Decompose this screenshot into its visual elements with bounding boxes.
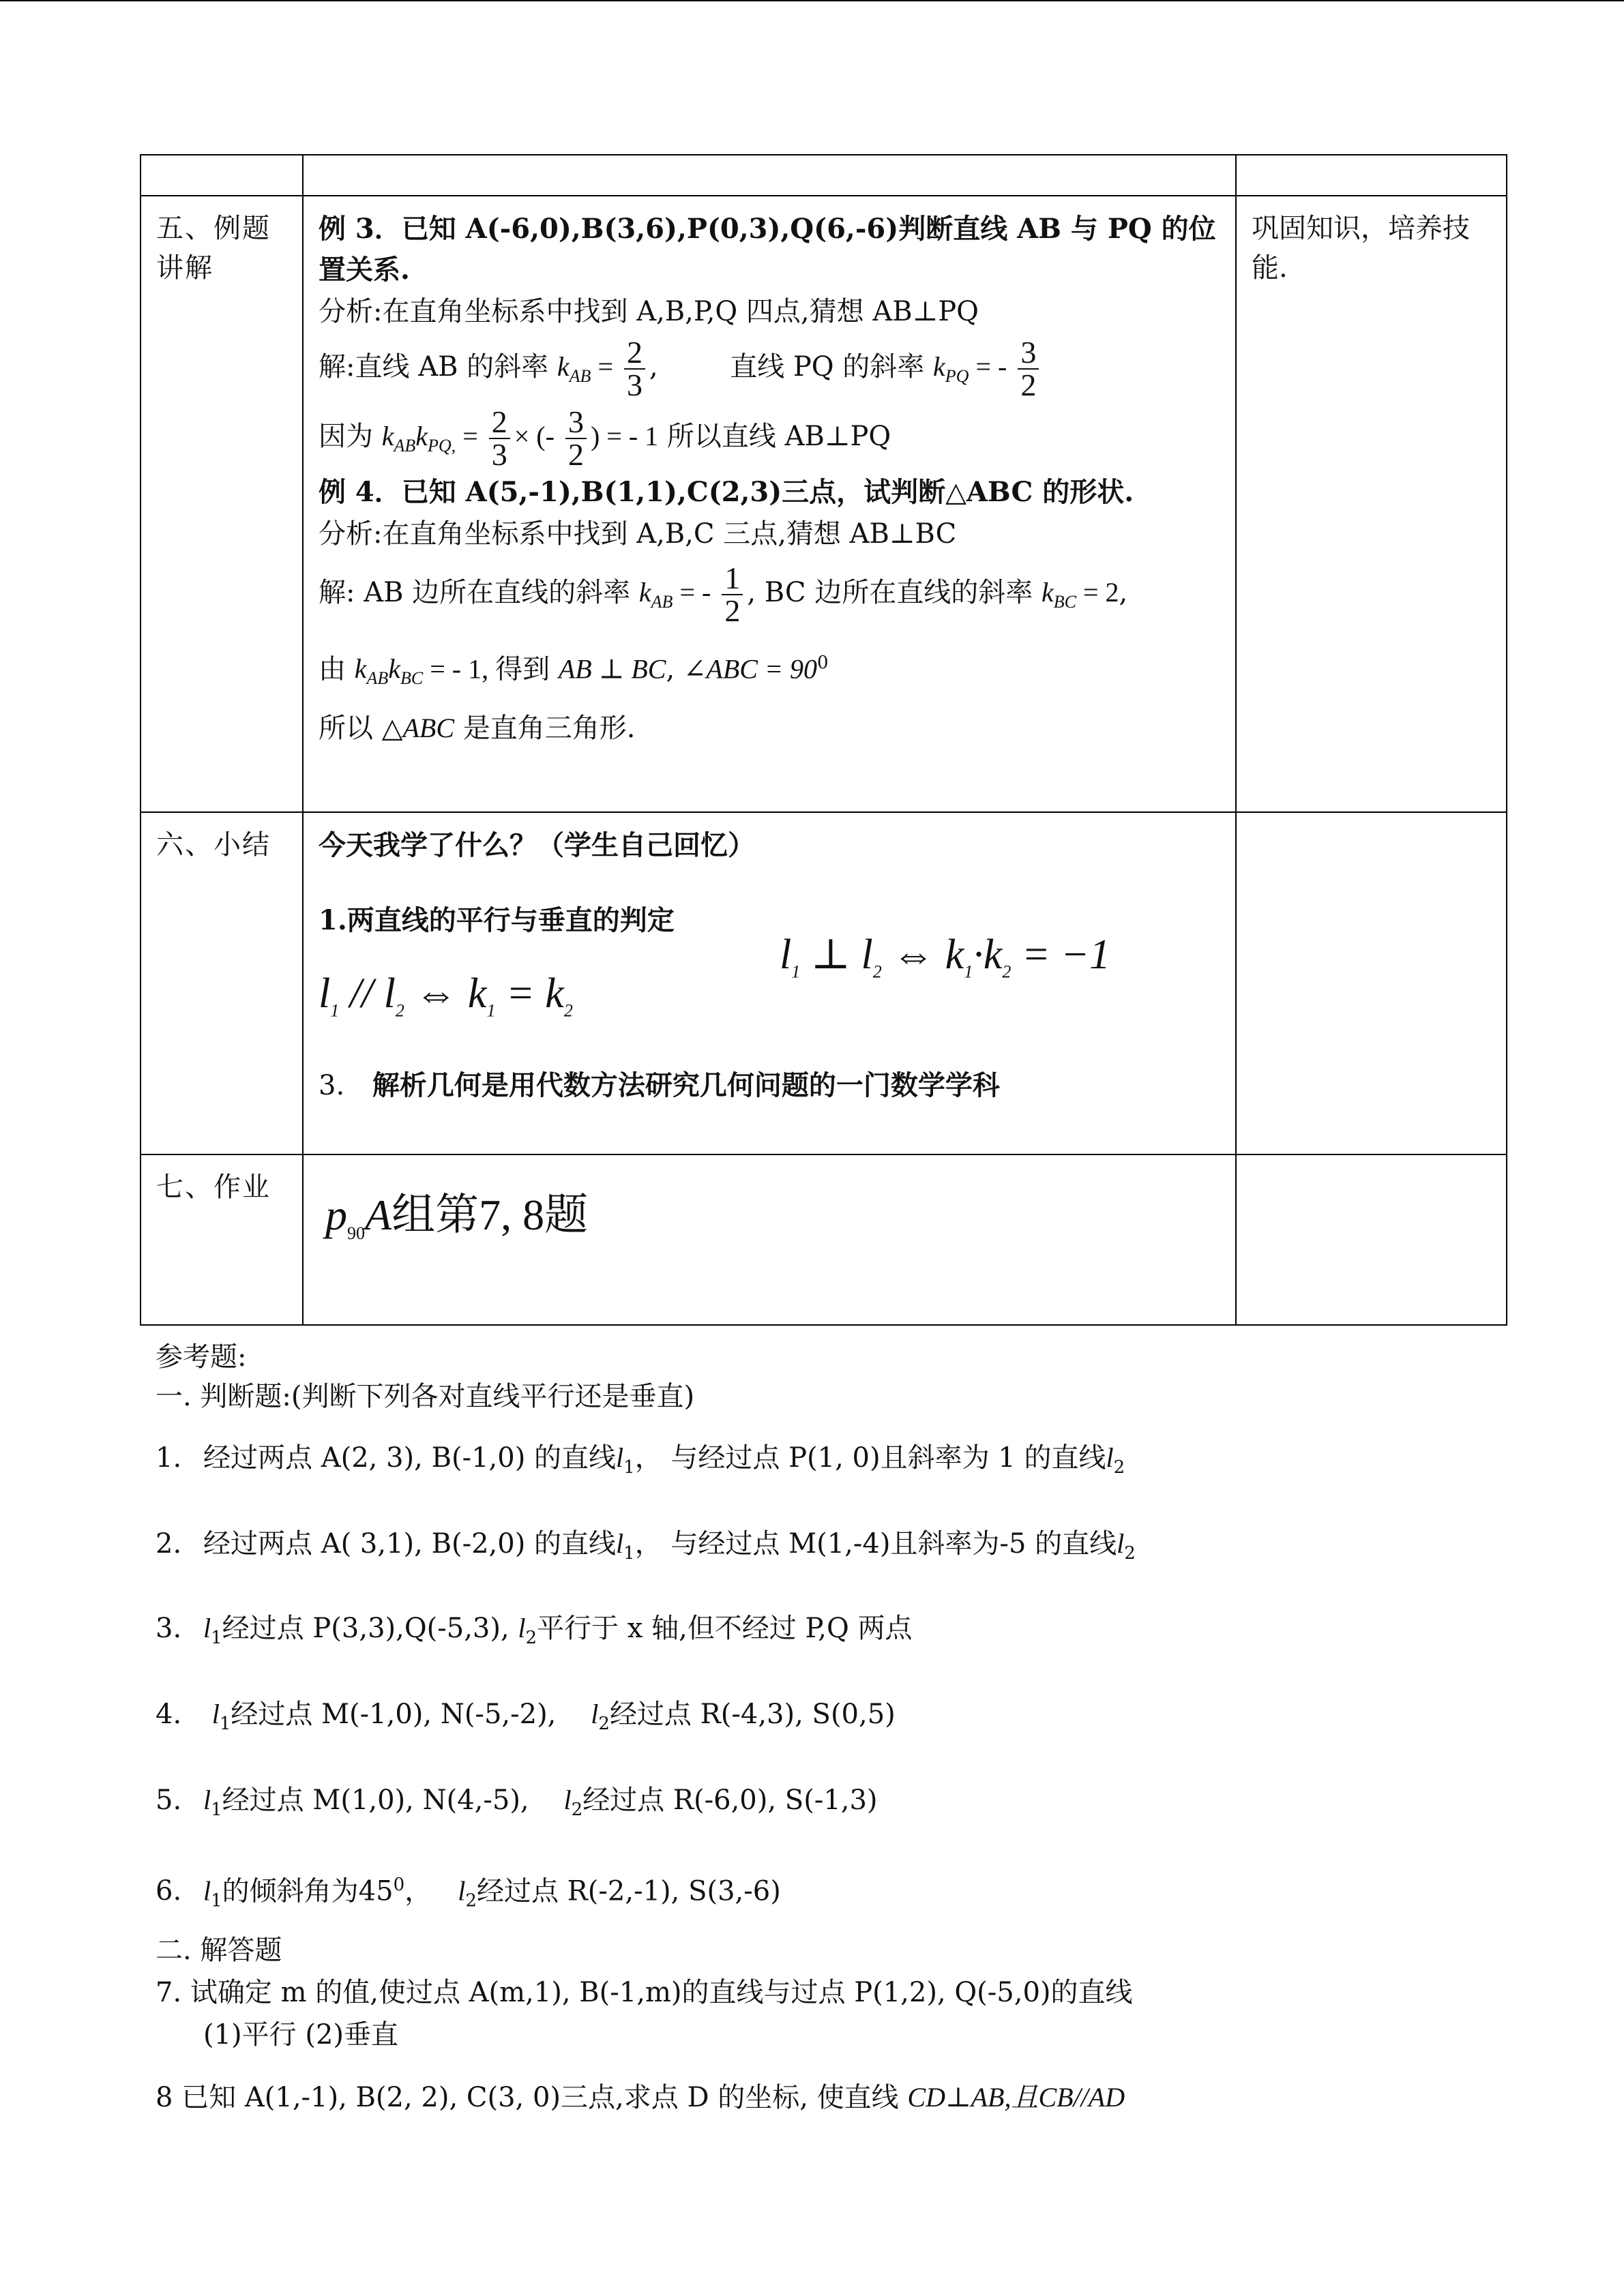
example4-conclusion: 所以 △ABC 是直角三角形. xyxy=(319,713,636,744)
reference-part2: 二. 解答题 xyxy=(156,1935,282,1966)
fraction-3-2: $\frac{3}{2}$ xyxy=(1018,337,1039,401)
summary-point1: 1.两直线的平行与垂直的判定 xyxy=(319,904,675,936)
example4-title: 例 4．已知 A(5,-1),B(1,1),C(2,3)三点，试判断△ABC 的形状. xyxy=(319,476,1134,508)
teaching-goal: 巩固知识，培养技能. xyxy=(1252,213,1470,284)
page-top-rule xyxy=(0,0,1624,1)
fraction-1-2: $\frac{1}{2}$ xyxy=(722,563,743,627)
formula-parallel: $l_1 // l_2$ ⇔ $k_1 = k_2$ xyxy=(319,970,573,1021)
reference-part1: 一. 判断题:(判断下列各对直线平行还是垂直) xyxy=(156,1381,695,1412)
section-label-examples: 五、例题 讲解 xyxy=(156,213,271,284)
summary-question: 今天我学了什么？（学生自己回忆） xyxy=(319,829,755,861)
reference-item-4: 4. $l_1$经过点 M(-1,0), N(-5,-2), $l_2$经过点 R(-4,3), S(0,5) xyxy=(156,1699,896,1734)
homework-text: $p_{90}A$组第7, 8题 xyxy=(325,1191,589,1243)
example4-from: 由 $k_{AB}k_{BC}$ = - 1, 得到 AB ⊥ BC, ∠ABC = $90^0$ xyxy=(319,653,829,689)
reference-item-1: 1. 经过两点 A(2, 3), B(-1,0) 的直线$l_1$， 与经过点 P(1, 0)且斜率为 1 的直线$l_2$ xyxy=(156,1442,1125,1478)
reference-q8: 8 已知 A(1,-1), B(2, 2), C(3, 0)三点,求点 D 的坐标, 使直线 CD⊥AB,且CB//AD xyxy=(156,2082,1125,2113)
summary-content xyxy=(304,813,1235,1152)
lesson-plan-table xyxy=(140,154,1507,1326)
example3-title: 例 3．已知 A(-6,0),B(3,6),P(0,3),Q(6,-6)判断直线 AB 与 PQ 的位置关系. xyxy=(319,213,1216,286)
reference-item-5: 5. $l_1$经过点 M(1,0), N(4,-5), $l_2$经过点 R(-6,0), S(-1,3) xyxy=(156,1785,878,1820)
summary-point3: 3. 解析几何是用代数方法研究几何问题的一门数学学科 xyxy=(319,1069,1000,1101)
examples-content xyxy=(304,196,1235,761)
reference-item-6: 6. $l_1$的倾斜角为$45^0$， $l_2$经过点 R(-2,-1), S(3,-6) xyxy=(156,1875,781,1911)
reference-title: 参考题: xyxy=(156,1341,247,1373)
reference-q7-options: (1)平行 (2)垂直 xyxy=(203,2019,399,2051)
formula-perpendicular: $l_1$ ⊥ $l_2$ ⇔ $k_1\cdot k_2 = -1$ xyxy=(780,931,1111,982)
example4-analysis: 分析:在直角坐标系中找到 A,B,C 三点,猜想 AB⊥BC xyxy=(319,518,957,550)
reference-item-2: 2. 经过两点 A( 3,1), B(-2,0) 的直线$l_1$， 与经过点 M(1,-4)且斜率为-5 的直线$l_2$ xyxy=(156,1528,1136,1564)
reference-q7: 7. 试确定 m 的值,使过点 A(m,1), B(-1,m)的直线与过点 P(1,2), Q(-5,0)的直线 xyxy=(156,1977,1133,2008)
example3-because: 因为 $k_{AB}k_{PQ,}$ = $\frac{2}{3}$ × (- $\frac{3}{2}$ ) = - 1 所以直线 AB⊥PQ xyxy=(319,404,891,472)
reference-item-3: 3. $l_1$经过点 P(3,3),Q(-5,3), $l_2$平行于 x 轴,但不经过 P,Q 两点 xyxy=(156,1613,913,1648)
table-row-homework xyxy=(141,1154,1507,1325)
table-row-summary xyxy=(141,812,1507,1154)
table-row-examples xyxy=(141,196,1507,812)
fraction-2-3: $\frac{2}{3}$ xyxy=(624,337,645,401)
table-header-row xyxy=(141,155,1507,196)
example3-analysis: 分析:在直角坐标系中找到 A,B,P,Q 四点,猜想 AB⊥PQ xyxy=(319,296,979,327)
example4-solution: 解: AB 边所在直线的斜率 $k_{AB}$ = - $\frac{1}{2}$ , BC 边所在直线的斜率 $k_{BC} = 2$, xyxy=(319,561,1128,628)
section-label-summary: 六、小结 xyxy=(156,829,271,861)
section-label-homework: 七、作业 xyxy=(156,1172,271,1203)
example3-solution: 解:直线 AB 的斜率 $k_{AB}$ = $\frac{2}{3}$ , 直线 PQ 的斜率 $k_{PQ}$ = - $\frac{3}{2}$ xyxy=(319,333,1222,401)
